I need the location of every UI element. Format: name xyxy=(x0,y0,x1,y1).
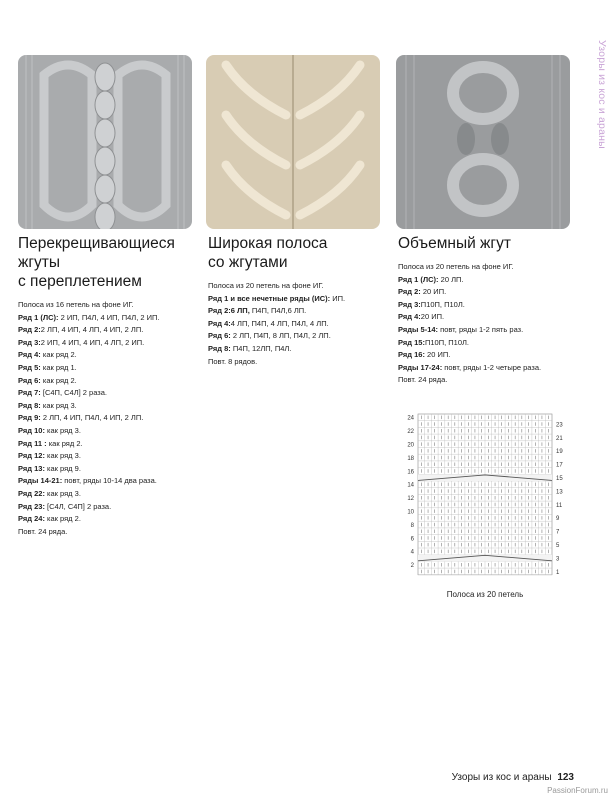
row-label: Ряд 12: xyxy=(18,451,45,461)
chart-row-label-right: 7 xyxy=(556,529,560,536)
row-text: как ряд 2. xyxy=(44,514,81,524)
row-label: Ряды 17-24: xyxy=(398,362,443,372)
row-label: Ряд 4: xyxy=(18,350,41,360)
chart-row-label-right: 3 xyxy=(556,556,560,563)
instruction-list xyxy=(18,299,198,538)
section-title xyxy=(208,234,388,272)
row-text: как ряд 9. xyxy=(44,463,81,473)
side-section-label: Узоры из кос и араны xyxy=(596,40,608,149)
page-number: 123 xyxy=(557,772,574,783)
row-text: как ряд 2. xyxy=(40,350,77,360)
row-text: П4П, 12ЛП, П4Л. xyxy=(230,343,292,353)
chart-row-label-left: 12 xyxy=(407,496,414,503)
row-text: [С4П, С4Л] 2 раза. xyxy=(40,388,107,398)
row-label: Ряд 2: xyxy=(398,287,421,297)
instruction-row xyxy=(398,337,578,350)
row-text: как ряд 3. xyxy=(44,451,81,461)
row-text: Полоса из 20 петель на фоне ИГ. xyxy=(208,281,324,290)
row-text: 20 ИП. xyxy=(420,287,447,297)
row-label: Ряд 24: xyxy=(18,514,45,524)
row-label: Ряд 10: xyxy=(18,425,45,435)
instruction-row xyxy=(18,324,198,337)
instruction-row xyxy=(18,312,198,325)
instruction-row xyxy=(18,349,198,362)
row-text: 20 ЛП. xyxy=(438,274,464,284)
row-text: Полоса из 20 петель на фоне ИГ. xyxy=(398,262,514,271)
instruction-row xyxy=(18,501,198,514)
instruction-row xyxy=(18,362,198,375)
row-label: Ряд 23: xyxy=(18,501,45,511)
row-label: Ряд 2: xyxy=(18,325,41,335)
row-text: 20 ИП. xyxy=(424,350,451,360)
row-label: Ряд 1 (ЛС): xyxy=(398,274,439,284)
row-label: Ряд 15: xyxy=(398,337,425,347)
instruction-row xyxy=(18,463,198,476)
footer-title: Узоры из кос и араны xyxy=(451,772,552,783)
chart-row-label-right: 11 xyxy=(556,502,563,509)
chart-row-label-right: 17 xyxy=(556,462,563,469)
chart-row-label-left: 24 xyxy=(407,415,414,422)
row-text: Повт. 8 рядов. xyxy=(208,356,258,366)
row-text: [С4Л, С4П] 2 раза. xyxy=(44,501,112,511)
chart-row-label-left: 20 xyxy=(407,442,414,449)
page-footer xyxy=(452,772,574,783)
row-text: 2 ЛП, 4 ИП, П4Л, 4 ИП, 2 ЛП. xyxy=(40,413,144,423)
row-text: П10П, П10Л. xyxy=(424,337,469,347)
swatch-photo-bold-cable xyxy=(396,55,570,229)
row-label: Ряд 4: xyxy=(208,318,231,328)
chart-row-label-left: 6 xyxy=(410,536,414,543)
instruction-row xyxy=(18,526,198,539)
instruction-row xyxy=(208,343,388,356)
instruction-row xyxy=(18,475,198,488)
chart-row-label-left: 14 xyxy=(407,482,414,489)
instruction-row xyxy=(208,293,388,306)
row-label: Ряд 7: xyxy=(18,388,41,398)
title-line: жгуты xyxy=(18,254,61,271)
title-line: Перекрещивающиеся xyxy=(18,235,175,252)
instruction-row xyxy=(398,274,578,287)
row-label: Ряд 6: xyxy=(18,375,41,385)
instruction-row xyxy=(208,356,388,369)
chart-row-label-right: 1 xyxy=(556,569,560,576)
instruction-row xyxy=(398,324,578,337)
row-text: как ряд 1. xyxy=(40,362,77,372)
row-label: Ряд 3: xyxy=(18,337,41,347)
instruction-row xyxy=(398,299,578,312)
row-label: Ряд 1 и все нечетные ряды (ИС): xyxy=(208,293,331,303)
row-text: Повт. 24 ряда. xyxy=(398,375,448,385)
row-text: Полоса из 16 петель на фоне ИГ. xyxy=(18,300,134,309)
chart-row-label-left: 2 xyxy=(410,563,414,570)
chart-row-label-right: 15 xyxy=(556,476,563,482)
chart-row-label-right: 21 xyxy=(556,435,563,442)
chart-row-label-right: 23 xyxy=(556,422,563,429)
swatch-photo-wide-cable-band xyxy=(206,55,380,229)
row-text: повт, ряды 1-2 четыре раза. xyxy=(442,362,542,372)
row-label: Ряды 5-14: xyxy=(398,324,439,334)
row-label: Ряд 16: xyxy=(398,350,425,360)
instruction-row xyxy=(18,425,198,438)
row-label: Ряд 22: xyxy=(18,488,45,498)
row-text: Повт. 24 ряда. xyxy=(18,526,68,536)
row-text: как ряд 3. xyxy=(44,488,81,498)
row-text: 2 ЛП, П4П, 8 ЛП, П4Л, 2 ЛП. xyxy=(230,331,331,341)
row-text: повт, ряды 10-14 два раза. xyxy=(62,476,157,486)
instruction-row xyxy=(18,450,198,463)
row-text: повт, ряды 1-2 пять раз. xyxy=(438,324,524,334)
instruction-row xyxy=(398,374,578,387)
chart-row-label-left: 16 xyxy=(407,469,414,476)
row-text: П10П, П10Л. xyxy=(420,299,465,309)
chart-row-label-left: 22 xyxy=(407,429,414,436)
title-line: Широкая полоса xyxy=(208,235,328,252)
title-line: Объемный жгут xyxy=(398,235,511,252)
chart-row-label-right: 19 xyxy=(556,449,563,456)
row-text: 20 ИП. xyxy=(420,312,445,322)
instruction-row xyxy=(18,513,198,526)
instruction-row xyxy=(208,318,388,331)
section-title xyxy=(398,234,578,253)
instruction-row xyxy=(18,375,198,388)
chart-row-label-right: 9 xyxy=(556,516,560,523)
instruction-row xyxy=(18,337,198,350)
instruction-list xyxy=(208,280,388,368)
row-text: как ряд 2. xyxy=(46,438,83,448)
instruction-row xyxy=(18,400,198,413)
chart-row-label-right: 13 xyxy=(556,489,563,496)
watermark: PassionForum.ru xyxy=(547,786,608,795)
chart-row-label-left: 4 xyxy=(410,549,414,556)
row-text: П4П, П4Л,6 ЛП. xyxy=(249,306,307,316)
title-line: со жгутами xyxy=(208,254,288,271)
instruction-row xyxy=(398,362,578,375)
instruction-row xyxy=(18,438,198,451)
row-text: как ряд 2. xyxy=(40,375,77,385)
row-label: Ряд 5: xyxy=(18,362,41,372)
section-bold-cable xyxy=(398,234,578,387)
chart-row-label-left: 8 xyxy=(410,522,414,529)
row-text: 2 ЛП, 4 ИП, 4 ЛП, 4 ИП, 2 ЛП. xyxy=(40,325,144,335)
chart-caption: Полоса из 20 петель xyxy=(446,590,524,599)
swatch-photo-crossed-cables xyxy=(18,55,192,229)
row-label: Ряд 4: xyxy=(398,312,421,322)
instruction-row xyxy=(18,412,198,425)
section-wide-cable-band xyxy=(208,234,388,368)
instruction-row xyxy=(398,311,578,324)
instruction-row xyxy=(18,387,198,400)
instruction-row xyxy=(18,488,198,501)
section-crossed-cables xyxy=(18,234,198,538)
row-text: 2 ИП, П4Л, 4 ИП, П4Л, 2 ИП. xyxy=(58,312,160,322)
row-label: Ряд 2:6 ЛП, xyxy=(208,306,250,316)
title-line: с переплетением xyxy=(18,273,142,290)
instruction-row xyxy=(398,286,578,299)
row-label: Ряд 8: xyxy=(18,400,41,410)
instruction-row xyxy=(398,349,578,362)
row-label: Ряд 8: xyxy=(208,343,231,353)
row-label: Ряд 6: xyxy=(208,331,231,341)
instruction-list xyxy=(398,261,578,387)
instruction-row xyxy=(208,280,388,293)
row-text: 4 ЛП, П4П, 4 ЛП, П4Л, 4 ЛП. xyxy=(230,318,329,328)
row-label: Ряд 11 : xyxy=(18,438,47,448)
instruction-row xyxy=(208,305,388,318)
chart-row-label-left: 10 xyxy=(407,509,414,516)
section-title xyxy=(18,234,198,291)
instruction-row xyxy=(398,261,578,274)
chart-row-label-right: 5 xyxy=(556,543,560,549)
row-text: как ряд 3. xyxy=(40,400,77,410)
row-text: как ряд 3. xyxy=(44,425,81,435)
row-label: Ряд 9: xyxy=(18,413,41,423)
row-label: Ряд 3: xyxy=(398,299,421,309)
row-text: 2 ИП, 4 ИП, 4 ИП, 4 ЛП, 2 ИП. xyxy=(40,337,145,347)
row-label: Ряды 14-21: xyxy=(18,476,63,486)
instruction-row xyxy=(208,330,388,343)
row-label: Ряд 13: xyxy=(18,463,45,473)
row-label: Ряд 1 (ЛС): xyxy=(18,312,59,322)
chart-row-label-left: 18 xyxy=(407,455,414,462)
knitting-chart xyxy=(394,408,576,580)
row-text: ИП. xyxy=(330,293,346,303)
instruction-row xyxy=(18,299,198,312)
